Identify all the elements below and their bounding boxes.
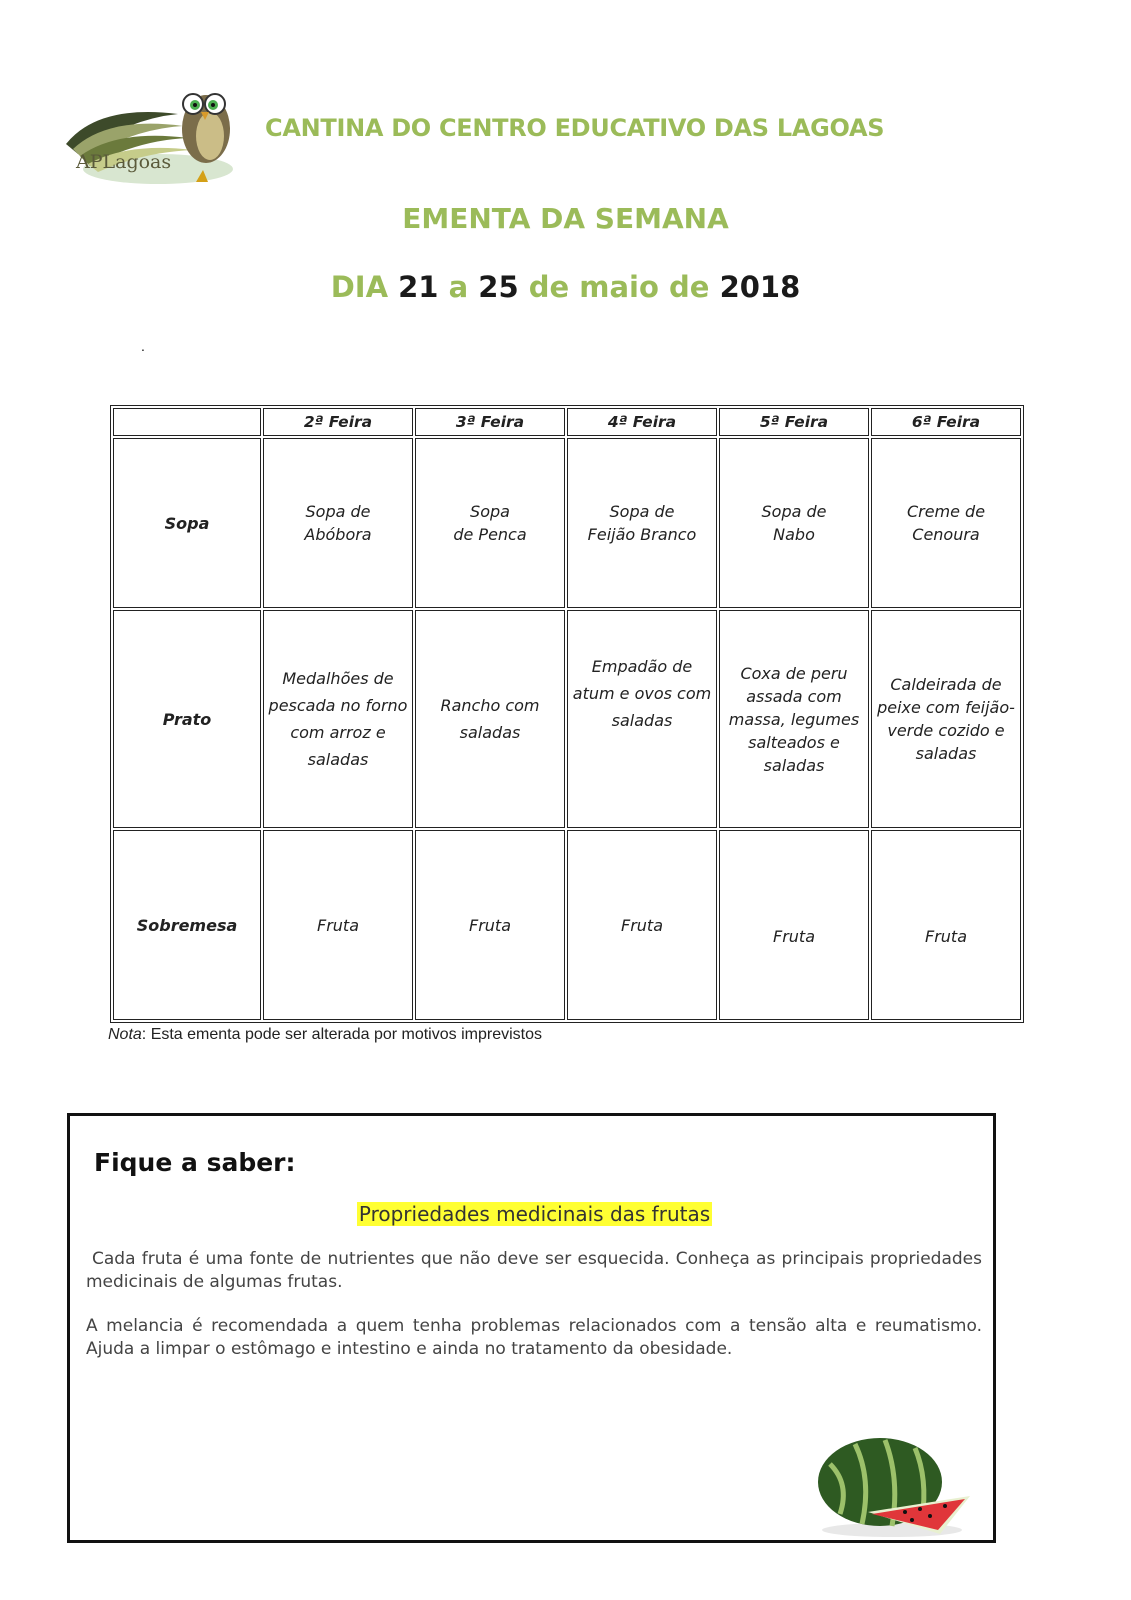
table-row-sobremesa	[113, 830, 1021, 1020]
table-note: Nota: Esta ementa pode ser alterada por motivos imprevistos	[108, 1026, 542, 1043]
menu-cell: Fruta	[719, 830, 869, 1020]
info-paragraph: A melancia é recomendada a quem tenha problemas relacionados com a tensão alta e reumatismo. Ajuda a limpar o estômago e intestino e ainda no tratamento da obesidade.	[86, 1316, 982, 1359]
day-header: 5ª Feira	[719, 408, 869, 436]
menu-cell: Empadão de atum e ovos com saladas	[567, 610, 717, 828]
row-label-sopa: Sopa	[113, 438, 261, 608]
menu-cell: Caldeirada de peixe com feijão- verde cozido e saladas	[871, 610, 1021, 828]
date-range: DIA 21 a 25 de maio de 2018	[330, 270, 801, 304]
menu-cell: Fruta	[567, 830, 717, 1020]
row-label-sobremesa: Sobremesa	[113, 830, 261, 1020]
info-box	[67, 1113, 996, 1543]
aplagoas-logo	[58, 74, 238, 192]
weekly-menu-table	[110, 405, 1024, 1023]
menu-cell: Sopa de Abóbora	[263, 438, 413, 608]
day-header: 6ª Feira	[871, 408, 1021, 436]
day-header: 4ª Feira	[567, 408, 717, 436]
info-heading: Fique a saber:	[94, 1148, 296, 1177]
info-paragraph: Cada fruta é uma fonte de nutrientes que não deve ser esquecida. Conheça as principais propriedades medicinais de algumas frutas.	[86, 1249, 982, 1292]
empty-corner-cell	[113, 408, 261, 436]
table-row-sopa	[113, 438, 1021, 608]
table-row-prato	[113, 610, 1021, 828]
menu-cell: Coxa de peru assada com massa, legumes salteados e saladas	[719, 610, 869, 828]
menu-cell: Sopa de Penca	[415, 438, 565, 608]
menu-cell: Sopa de Nabo	[719, 438, 869, 608]
day-header: 2ª Feira	[263, 408, 413, 436]
menu-cell: Fruta	[263, 830, 413, 1020]
menu-subtitle: EMENTA DA SEMANA	[402, 202, 729, 235]
menu-cell: Fruta	[871, 830, 1021, 1020]
table-header-row	[113, 408, 1021, 436]
svg-text:APLagoas: APLagoas	[76, 151, 172, 173]
owl-logo-icon	[58, 74, 238, 192]
menu-cell: Creme de Cenoura	[871, 438, 1021, 608]
info-title: Propriedades medicinais das frutas	[358, 1202, 711, 1226]
watermelon-icon	[810, 1434, 980, 1539]
stray-dot: .	[141, 338, 145, 354]
menu-cell: Fruta	[415, 830, 565, 1020]
row-label-prato: Prato	[113, 610, 261, 828]
header-title: CANTINA DO CENTRO EDUCATIVO DAS LAGOAS	[265, 114, 885, 142]
menu-cell: Sopa de Feijão Branco	[567, 438, 717, 608]
menu-cell: Rancho com saladas	[415, 610, 565, 828]
day-header: 3ª Feira	[415, 408, 565, 436]
menu-cell: Medalhões de pescada no forno com arroz e saladas	[263, 610, 413, 828]
